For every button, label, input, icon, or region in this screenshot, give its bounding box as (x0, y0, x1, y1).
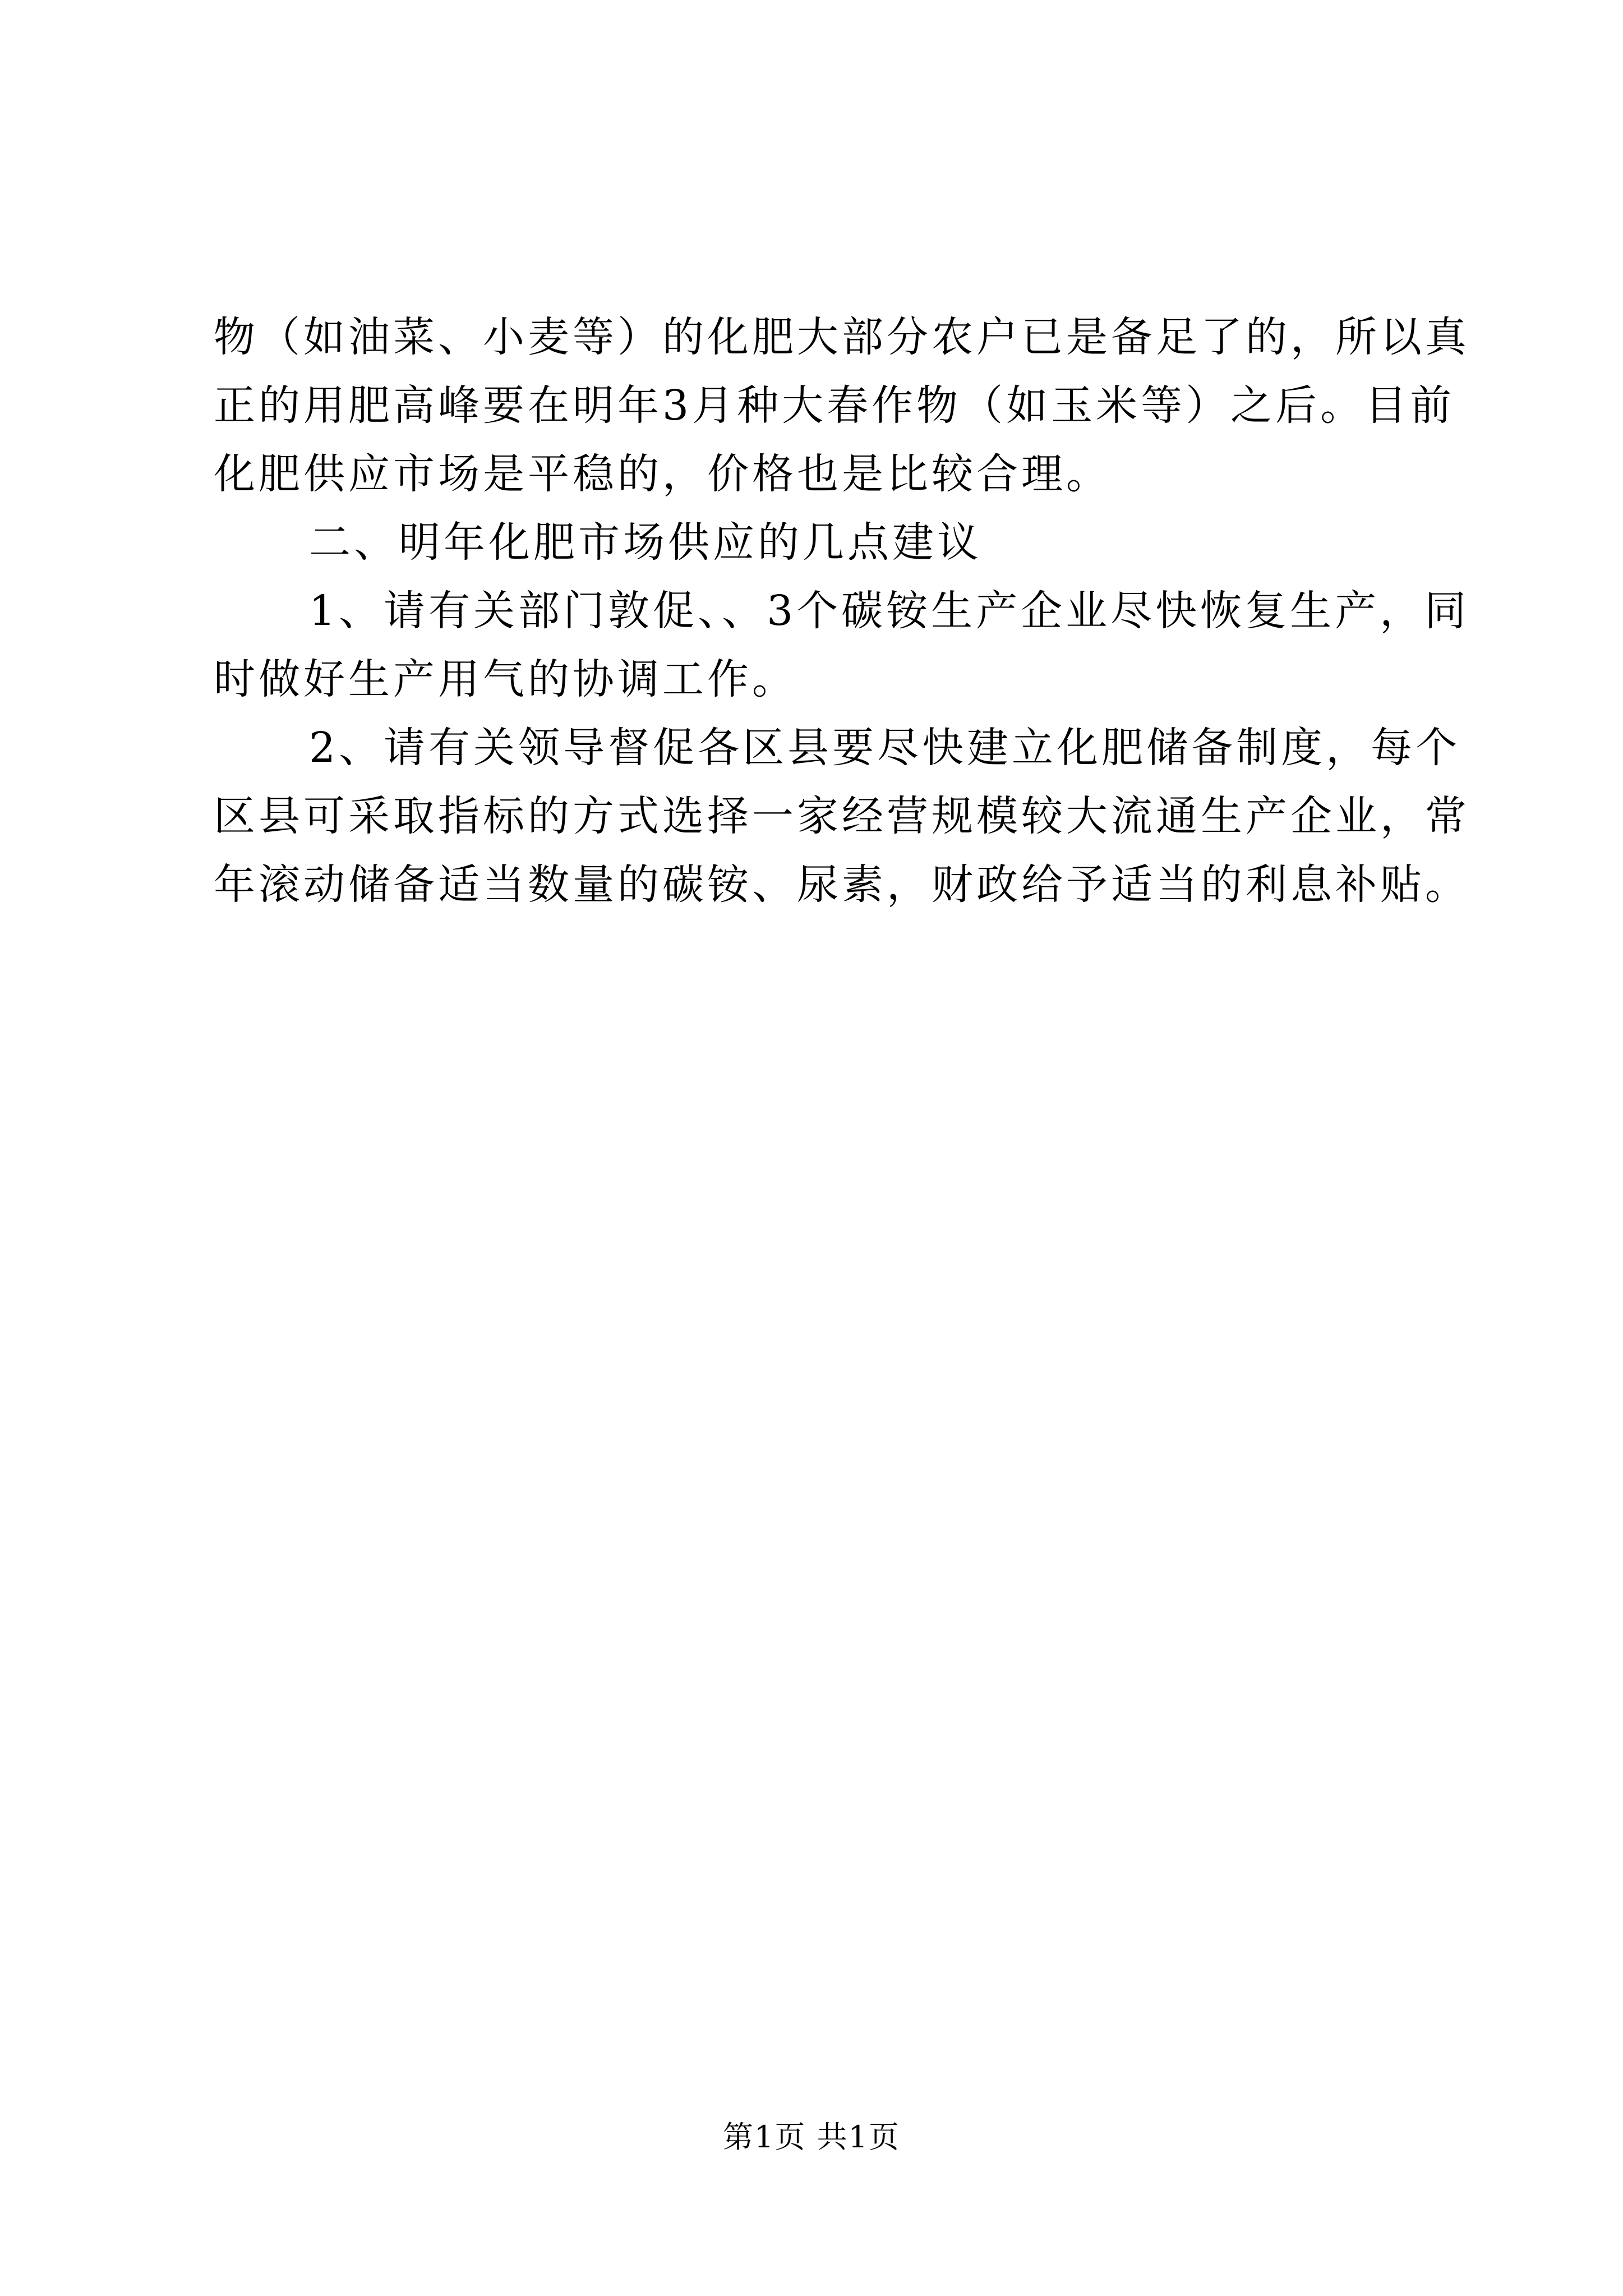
paragraph-3-line-3: 年滚动储备适当数量的碳铵、尿素，财政给予适当的利息补贴。 (214, 861, 1470, 909)
paragraph-1 (214, 303, 1470, 508)
paragraph-3-line-2: 区县可采取指标的方式选择一家经营规模较大流通生产企业，常 (214, 792, 1470, 840)
paragraph-1-line-1: 物（如油菜、小麦等）的化肥大部分农户已是备足了的，所以真 (214, 313, 1470, 361)
paragraph-3-line-1: 2、请有关领导督促各区县要尽快建立化肥储备制度，每个 (309, 724, 1461, 772)
section-heading (214, 508, 1425, 577)
paragraph-2-line-2: 时做好生产用气的协调工作。 (214, 655, 797, 703)
section-heading-text: 二、明年化肥市场供应的几点建议 (309, 518, 982, 567)
page-number-label: 第1页 共1页 (723, 2119, 900, 2155)
paragraph-2 (214, 577, 1470, 714)
paragraph-2-line-1: 1、请有关部门敦促、、3个碳铵生产企业尽快恢复生产，同 (309, 587, 1470, 635)
paragraph-1-line-2: 正的用肥高峰要在明年3月种大春作物（如玉米等）之后。目前 (214, 381, 1455, 430)
document-body (214, 303, 1470, 919)
paragraph-3 (214, 714, 1470, 919)
page-footer (0, 2118, 1623, 2157)
paragraph-1-line-3: 化肥供应市场是平稳的，价格也是比较合理。 (214, 450, 1111, 498)
